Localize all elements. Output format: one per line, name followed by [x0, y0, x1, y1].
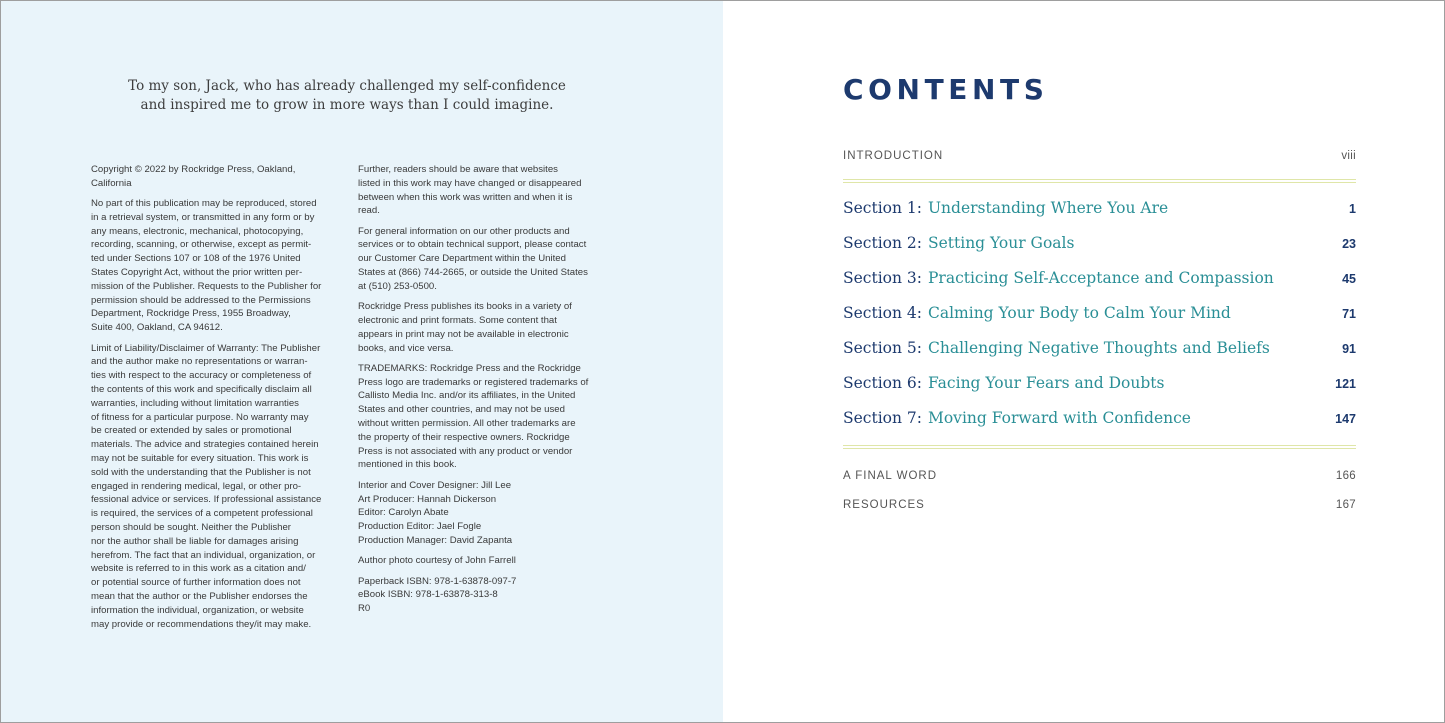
text-line: Callisto Media Inc. and/or its affiliates, in the United	[358, 390, 576, 402]
toc-section-1[interactable]	[843, 199, 1356, 217]
dedication-line: To my son, Jack, who has already challenged my self-confidence	[128, 78, 566, 94]
text-line: at (510) 253-0500.	[358, 280, 437, 292]
text-line: without written permission. All other trademarks are	[358, 418, 576, 430]
toc-entry-resources[interactable]	[843, 499, 1356, 511]
text-line: may provide or recommendations they/it may make.	[91, 618, 312, 630]
text-line: recording, scanning, or otherwise, except as permit-	[91, 239, 312, 251]
page-title: CONTENTS	[843, 73, 1049, 106]
text-line: warranties, including without limitation warranties	[91, 397, 299, 409]
section-page: 1	[1349, 202, 1356, 216]
text-line: person should be sought. Neither the Publisher	[91, 521, 291, 533]
toc-entry-page: 167	[1335, 499, 1356, 511]
text-line: website is referred to in this work as a citation and/	[91, 563, 306, 575]
text-line: ties with respect to the accuracy or completeness of	[91, 370, 312, 382]
section-label: Section 4:	[843, 304, 922, 322]
text-line: ted under Sections 107 or 108 of the 1976 United	[91, 253, 301, 265]
text-line: any means, electronic, mechanical, photocopying,	[91, 225, 304, 237]
copyright-page	[1, 1, 723, 722]
section-page: 45	[1342, 272, 1356, 286]
text-line: engaged in rendering medical, legal, or other pro-	[91, 480, 302, 492]
text-line: Rockridge Press publishes its books in a variety of	[358, 301, 572, 313]
text-line: appears in print may not be available in electronic	[358, 328, 569, 340]
section-label: Section 6:	[843, 374, 922, 392]
text-line: Press logo are trademarks or registered trademarks of	[358, 376, 589, 388]
text-line: Author photo courtesy of John Farrell	[358, 555, 516, 567]
text-line: Copyright © 2022 by Rockridge Press, Oakland,	[91, 164, 296, 175]
section-title: Challenging Negative Thoughts and Beliefs	[927, 339, 1270, 357]
text-line: eBook ISBN: 978-1-63878-313-8	[358, 589, 498, 601]
text-line: permission should be addressed to the Permissions	[91, 294, 311, 306]
toc-entry-page: viii	[1341, 150, 1356, 162]
dedication-line: and inspired me to grow in more ways than I could imagine.	[140, 97, 554, 113]
section-page: 91	[1342, 342, 1356, 356]
text-line: For general information on our other products and	[358, 225, 570, 237]
text-line: herefrom. The fact that an individual, organization, or	[91, 549, 316, 561]
section-label: Section 3:	[843, 269, 922, 287]
section-page: 121	[1335, 377, 1356, 391]
section-title: Understanding Where You Are	[927, 199, 1169, 217]
reproduction-notice	[91, 197, 343, 335]
dedication	[101, 77, 593, 115]
trademarks-notice	[358, 362, 610, 472]
text-line: Editor: Carolyn Abate	[358, 507, 449, 519]
text-line: States and other countries, and may not be used	[358, 404, 565, 416]
section-title: Facing Your Fears and Doubts	[927, 374, 1165, 392]
text-line: States Copyright Act, without the prior written per-	[91, 267, 303, 279]
text-line: fessional advice or services. If professional assistance	[91, 494, 322, 506]
text-line: information the individual, organization, or website	[91, 604, 304, 616]
text-line: our Customer Care Department within the United	[358, 253, 566, 265]
text-line: California	[91, 177, 132, 189]
toc-entry-label: RESOURCES	[843, 499, 925, 511]
isbn-info	[358, 575, 610, 616]
contents-page	[723, 1, 1444, 722]
text-line: books, and vice versa.	[358, 342, 454, 354]
photo-credit	[358, 554, 610, 568]
text-line: materials. The advice and strategies contained herein	[91, 439, 319, 451]
text-line: the contents of this work and specifically disclaim all	[91, 383, 312, 395]
text-line: Production Manager: David Zapanta	[358, 534, 513, 546]
text-line: mentioned in this book.	[358, 459, 457, 471]
section-page: 147	[1335, 412, 1356, 426]
text-line: TRADEMARKS: Rockridge Press and the Rockridge	[358, 362, 581, 374]
section-label: Section 2:	[843, 234, 922, 252]
text-line: and the author make no representations or warran-	[91, 356, 308, 368]
toc-section-4[interactable]	[843, 304, 1356, 322]
text-line: Interior and Cover Designer: Jill Lee	[358, 479, 512, 491]
section-label: Section 5:	[843, 339, 922, 357]
toc-section-2[interactable]	[843, 234, 1356, 252]
divider-bottom	[843, 445, 1356, 449]
websites-notice	[358, 163, 610, 218]
section-title: Practicing Self-Acceptance and Compassion	[927, 269, 1274, 287]
credits	[358, 479, 610, 548]
section-title: Calming Your Body to Calm Your Mind	[927, 304, 1231, 322]
section-label: Section 7:	[843, 409, 922, 427]
text-line: Department, Rockridge Press, 1955 Broadway,	[91, 308, 291, 320]
text-line: services or to obtain technical support, please contact	[358, 239, 587, 251]
toc-entry-label: INTRODUCTION	[843, 150, 944, 162]
toc-section-7[interactable]	[843, 409, 1356, 427]
text-line: of fitness for a particular purpose. No warranty may	[91, 411, 309, 423]
text-line: Limit of Liability/Disclaimer of Warranty: The Publisher	[91, 342, 321, 354]
section-label: Section 1:	[843, 199, 922, 217]
text-line: between when this work was written and when it is	[358, 191, 573, 203]
section-title: Moving Forward with Confidence	[927, 409, 1191, 427]
text-line: listed in this work may have changed or disappeared	[358, 177, 582, 189]
section-page: 23	[1342, 237, 1356, 251]
text-line: is required, the services of a competent professional	[91, 508, 313, 520]
toc-section-6[interactable]	[843, 374, 1356, 392]
section-title: Setting Your Goals	[927, 234, 1075, 252]
text-line: or potential source of further information does not	[91, 577, 301, 589]
text-line: No part of this publication may be reproduced, stored	[91, 198, 317, 210]
text-line: Press is not associated with any product or vendor	[358, 445, 573, 457]
toc-section-5[interactable]	[843, 339, 1356, 357]
copyright-column-right	[358, 163, 610, 622]
text-line: in a retrieval system, or transmitted in any form or by	[91, 211, 315, 223]
copyright-notice	[91, 163, 343, 191]
text-line: mission of the Publisher. Requests to the Publisher for	[91, 280, 322, 292]
copyright-column-left	[91, 163, 343, 638]
toc-entry-page: 166	[1335, 470, 1356, 482]
text-line: Production Editor: Jael Fogle	[358, 521, 482, 533]
text-line: sold with the understanding that the Publisher is not	[91, 466, 311, 478]
text-line: Suite 400, Oakland, CA 94612.	[91, 322, 223, 334]
text-line: nor the author shall be liable for damages arising	[91, 535, 299, 547]
text-line: read.	[358, 205, 380, 217]
text-line: may not be suitable for every situation. This work is	[91, 452, 309, 464]
toc-entry-introduction[interactable]	[843, 150, 1356, 162]
formats-notice	[358, 300, 610, 355]
text-line: mean that the author or the Publisher endorses the	[91, 590, 308, 602]
text-line: R0	[358, 603, 371, 615]
text-line: Further, readers should be aware that websites	[358, 164, 558, 175]
text-line: Paperback ISBN: 978-1-63878-097-7	[358, 575, 517, 587]
toc-entry-label: A FINAL WORD	[843, 470, 937, 482]
toc-section-3[interactable]	[843, 269, 1356, 287]
support-notice	[358, 225, 610, 294]
toc-entry-final-word[interactable]	[843, 470, 1356, 482]
section-page: 71	[1342, 307, 1356, 321]
text-line: States at (866) 744-2665, or outside the United States	[358, 267, 588, 279]
divider-top	[843, 179, 1356, 183]
text-line: the property of their respective owners. Rockridge	[358, 431, 570, 443]
text-line: be created or extended by sales or promotional	[91, 425, 292, 437]
text-line: Art Producer: Hannah Dickerson	[358, 493, 497, 505]
disclaimer-notice	[91, 342, 343, 632]
text-line: electronic and print formats. Some content that	[358, 314, 557, 326]
